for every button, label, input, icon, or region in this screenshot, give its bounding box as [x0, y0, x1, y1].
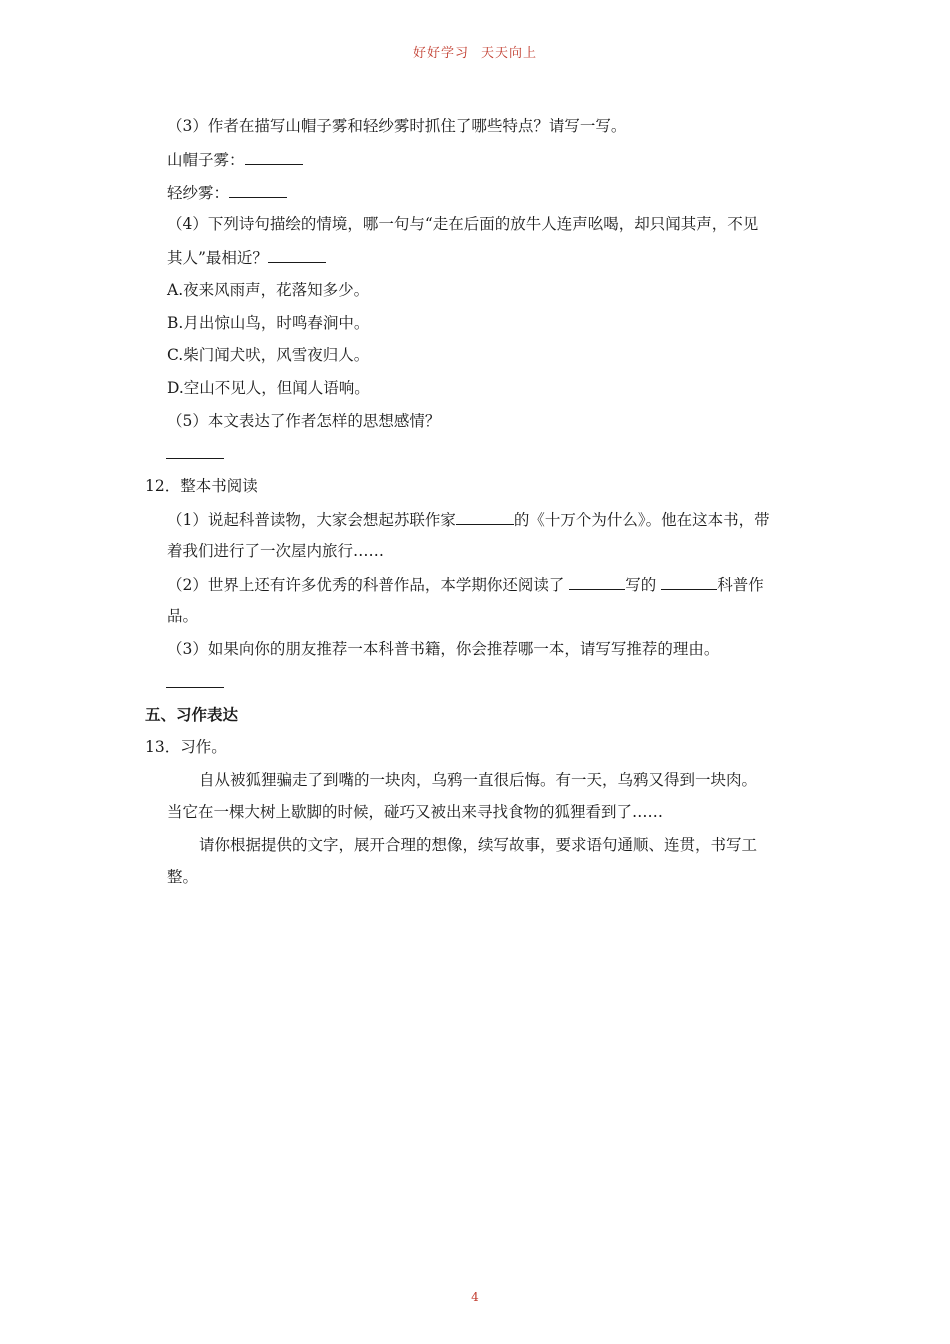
q12-3-question: （3）如果向你的朋友推荐一本科普书籍，你会推荐哪一本，请写写推荐的理由。	[167, 640, 720, 658]
q13-prompt-line1: 自从被狐狸骗走了到嘴的一块肉，乌鸦一直很后悔。有一天，乌鸦又得到一块肉。	[199, 771, 758, 789]
q11-4-question-line1: （4）下列诗句描绘的情境，哪一句与“走在后面的放牛人连声吆喝，却只闻其声，不见	[167, 215, 759, 233]
qingsha-answer-blank[interactable]	[229, 182, 287, 198]
option-a[interactable]: A.夜来风雨声，花落知多少。	[167, 281, 370, 299]
q13-instruction-line1: 请你根据提供的文字，展开合理的想像，续写故事，要求语句通顺、连贯，书写工	[199, 836, 758, 854]
qingsha-label: 轻纱雾：	[167, 184, 230, 202]
q12-2-line1: （2）世界上还有许多优秀的科普作品，本学期你还阅读了 写的 科普作	[167, 576, 764, 594]
q12-title: 12．整本书阅读	[145, 477, 258, 495]
q11-4-question-line2: 其人”最相近？	[167, 247, 326, 268]
header-motto-right: 天天向上	[481, 46, 538, 61]
q13-prompt-line2: 当它在一棵大树上歇脚的时候，碰巧又被出来寻找食物的狐狸看到了……	[167, 803, 664, 821]
q11-4-answer-blank[interactable]	[268, 247, 326, 263]
option-c[interactable]: C.柴门闻犬吠，风雪夜归人。	[167, 346, 370, 364]
page-header	[0, 42, 950, 61]
q11-5-question: （5）本文表达了作者怎样的思想感情？	[167, 412, 441, 430]
page-number: 4	[471, 1290, 479, 1304]
section5-heading: 五、习作表达	[145, 705, 239, 724]
q12-2-line2: 品。	[167, 607, 199, 625]
q11-3-question: （3）作者在描写山帽子雾和轻纱雾时抓住了哪些特点？请写一写。	[167, 117, 627, 135]
q12-1-author-blank[interactable]	[456, 509, 514, 525]
q12-2-author-blank[interactable]	[569, 574, 625, 590]
q12-1-line2: 着我们进行了一次屋内旅行……	[167, 542, 385, 560]
q13-title: 13．习作。	[145, 738, 227, 756]
q13-instruction-line2: 整。	[167, 868, 199, 886]
q11-3-qingsha-line	[167, 182, 287, 203]
option-b[interactable]: B.月出惊山鸟，时鸣春涧中。	[167, 314, 370, 332]
q12-1-line1: （1）说起科普读物，大家会想起苏联作家 的《十万个为什么》。他在这本书，带	[167, 511, 770, 529]
header-motto-left: 好好学习	[412, 46, 469, 61]
q12-2-work-blank[interactable]	[661, 574, 717, 590]
q12-3-answer-blank[interactable]	[166, 687, 224, 688]
option-d[interactable]: D.空山不见人，但闻人语响。	[167, 379, 370, 397]
q11-5-answer-blank[interactable]	[166, 458, 224, 459]
shanmaozi-answer-blank[interactable]	[245, 149, 303, 165]
shanmaozi-label: 山帽子雾：	[167, 151, 245, 169]
q11-3-shanmaozi-line	[167, 149, 303, 170]
